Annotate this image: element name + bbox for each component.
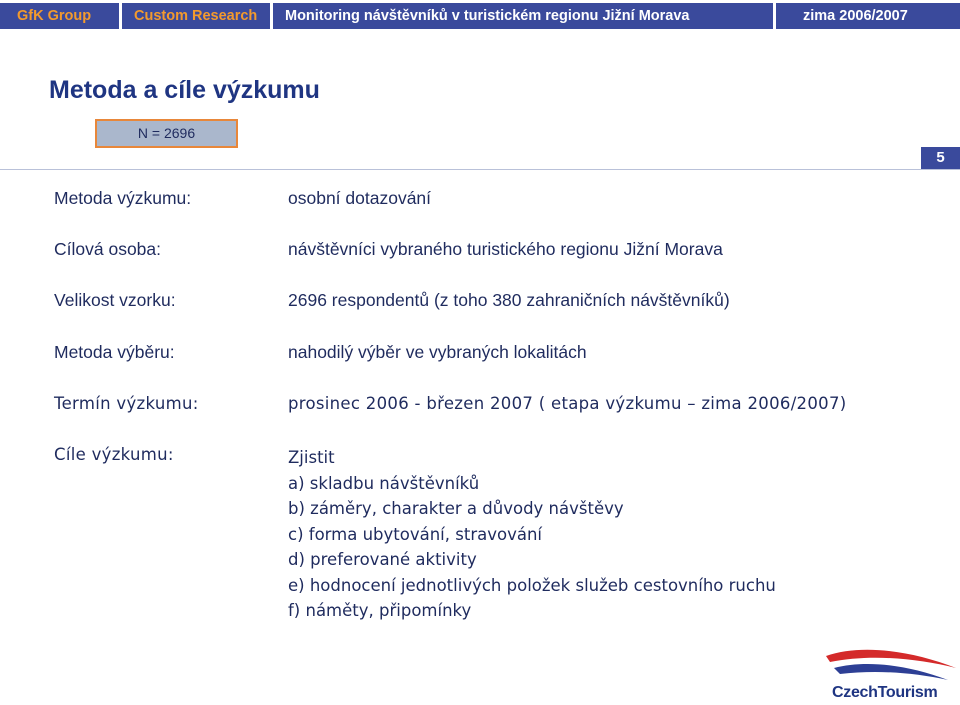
header-season	[776, 3, 960, 29]
detail-row-target	[0, 239, 960, 265]
list-item: d) preferované aktivity	[288, 550, 477, 569]
list-item: e) hodnocení jednotlivých položek služeb cestovního ruchu	[288, 575, 776, 595]
detail-value: prosinec 2006 - březen 2007 ( etapa výzkumu – zima 2006/2007)	[288, 394, 847, 413]
detail-row-method	[0, 188, 960, 214]
detail-row-selection	[0, 342, 960, 368]
detail-row-sample-size	[0, 290, 960, 316]
list-item: Zjistit	[288, 448, 335, 467]
logo-text: CzechTourism	[832, 684, 938, 701]
logo-red-swoosh	[826, 650, 956, 668]
goals-label: Cíle výzkumu:	[54, 445, 174, 464]
list-item: a) skladbu návštěvníků	[288, 473, 480, 493]
detail-value: 2696 respondentů (z toho 380 zahraničních návštěvníků)	[288, 290, 730, 310]
detail-label: Termín výzkumu:	[54, 394, 199, 413]
list-item: b) záměry, charakter a důvody návštěvy	[288, 499, 624, 518]
header-project	[273, 3, 773, 29]
header-season-label: zima 2006/2007	[803, 8, 908, 24]
header-project-label: Monitoring návštěvníků v turistickém regionu Jižní Morava	[285, 8, 690, 24]
header-department	[122, 3, 270, 29]
sample-size-badge: N = 2696	[95, 119, 238, 148]
divider	[0, 169, 960, 170]
header-company	[0, 3, 119, 29]
detail-value: osobní dotazování	[288, 188, 432, 208]
slide-title: Metoda a cíle výzkumu	[49, 76, 320, 104]
detail-row-term	[0, 394, 960, 420]
detail-label: Metoda výzkumu:	[54, 188, 192, 208]
header-bar	[0, 0, 960, 31]
goals-list	[288, 445, 776, 624]
detail-label: Velikost vzorku:	[54, 290, 176, 310]
list-item: c) forma ubytování, stravování	[288, 524, 542, 544]
detail-label: Metoda výběru:	[54, 342, 175, 362]
logo-blue-swoosh	[834, 664, 948, 680]
detail-label: Cílová osoba:	[54, 239, 162, 259]
list-item: f) náměty, připomínky	[288, 601, 472, 620]
page-number: 5	[921, 147, 960, 169]
header-department-label: Custom Research	[134, 8, 258, 24]
detail-value: návštěvníci vybraného turistického regionu Jižní Morava	[288, 239, 723, 259]
detail-value: nahodilý výběr ve vybraných lokalitách	[288, 342, 587, 362]
header-company-label: GfK Group	[17, 8, 92, 24]
